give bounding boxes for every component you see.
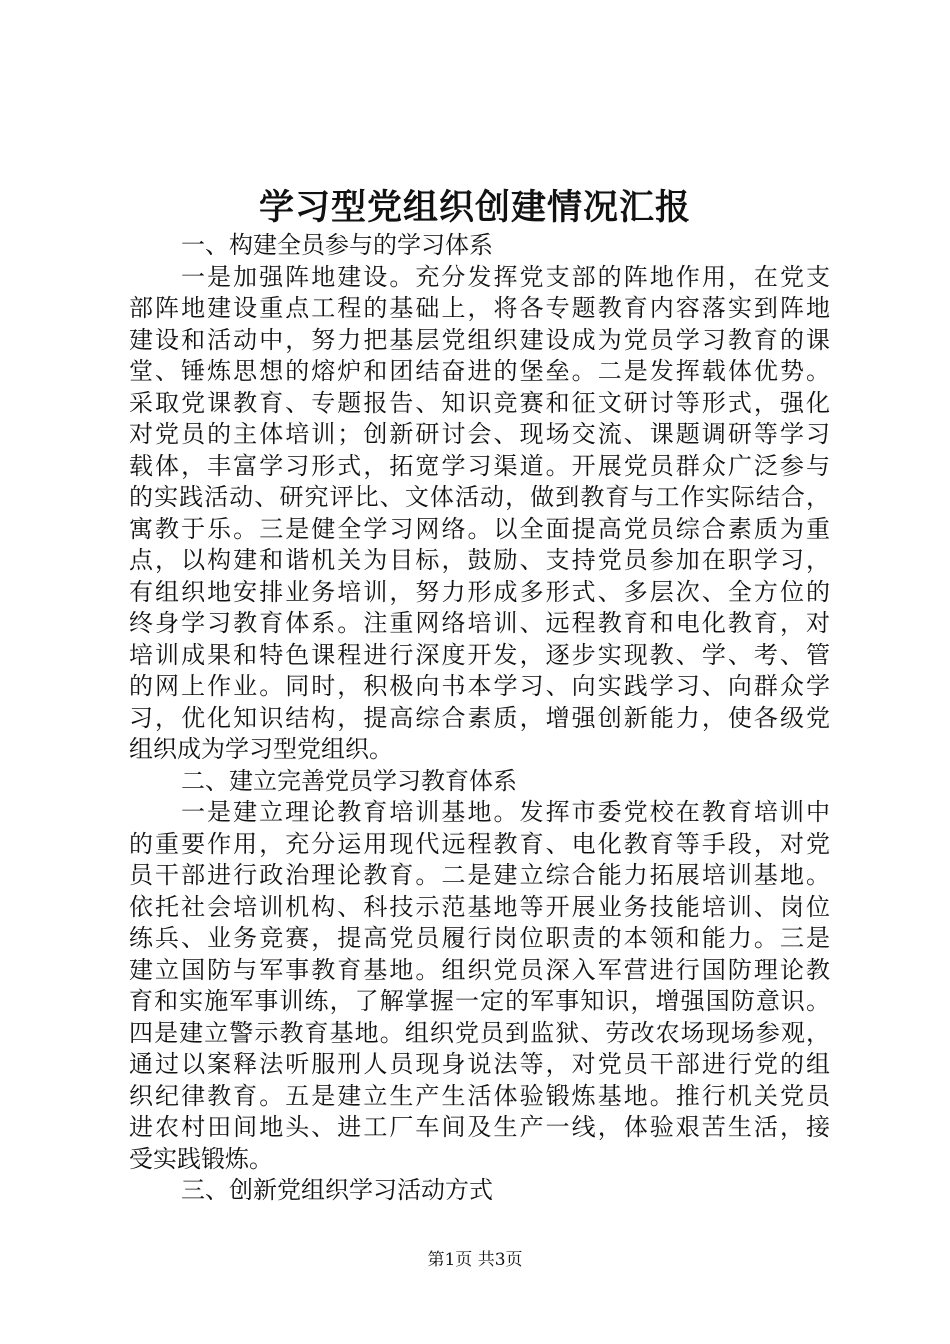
text-line: 培训成果和特色课程进行深度开发，逐步实现教、学、考、管 [129,640,830,669]
section-heading-1: 一、构建全员参与的学习体系 [181,231,493,259]
text-line: 点，以构建和谐机关为目标，鼓励、支持党员参加在职学习， [129,546,830,574]
text-line: 堂、锤炼思想的熔炉和团结奋进的堡垒。二是发挥载体优势。 [129,357,830,385]
document-body [129,230,830,1207]
text-line: 织纪律教育。五是建立生产生活体验锻炼基地。推行机关党员 [129,1081,830,1110]
text-line: 载体，丰富学习形式，拓宽学习渠道。开展党员群众广泛参与 [129,451,830,480]
text-line: 员干部进行政治理论教育。二是建立综合能力拓展培训基地。 [129,861,830,889]
text-line: 依托社会培训机构、科技示范基地等开展业务技能培训、岗位 [129,892,830,921]
text-line: 受实践锻炼。 [129,1144,273,1173]
text-line: 有组织地安排业务培训，努力形成多形式、多层次、全方位的 [129,577,830,606]
section-heading-2: 二、建立完善党员学习教育体系 [181,766,517,795]
text-line: 建立国防与军事教育基地。组织党员深入军营进行国防理论教 [129,955,830,984]
text-line: 建设和活动中，努力把基层党组织建设成为党员学习教育的课 [129,325,830,354]
text-line: 习，优化知识结构，提高综合素质，增强创新能力，使各级党 [129,703,830,732]
text-line: 部阵地建设重点工程的基础上，将各专题教育内容落实到阵地 [129,294,830,322]
text-line: 进农村田间地头、进工厂车间及生产一线，体验艰苦生活，接 [129,1113,830,1141]
text-line: 的实践活动、研究评比、文体活动，做到教育与工作实际结合， [129,483,830,511]
text-line: 组织成为学习型党组织。 [129,735,393,763]
page-title: 学习型党组织创建情况汇报 [258,187,691,228]
text-line: 一是加强阵地建设。充分发挥党支部的阵地作用，在党支 [181,262,830,291]
text-line: 四是建立警示教育基地。组织党员到监狱、劳改农场现场参观， [129,1018,830,1047]
text-line: 育和实施军事训练，了解掌握一定的军事知识，增强国防意识。 [129,987,830,1015]
section-heading-3: 三、创新党组织学习活动方式 [181,1176,493,1204]
text-line: 的网上作业。同时，积极向书本学习、向实践学习、向群众学 [129,672,830,700]
text-line: 对党员的主体培训；创新研讨会、现场交流、课题调研等学习 [129,420,830,448]
text-line: 的重要作用，充分运用现代远程教育、电化教育等手段，对党 [129,829,830,858]
text-line: 一是建立理论教育培训基地。发挥市委党校在教育培训中 [181,798,830,826]
text-line: 采取党课教育、专题报告、知识竞赛和征文研讨等形式，强化 [129,388,830,417]
text-line: 寓教于乐。三是健全学习网络。以全面提高党员综合素质为重 [129,514,830,543]
text-line: 终身学习教育体系。注重网络培训、远程教育和电化教育，对 [129,609,830,637]
page-footer: 第1页 共3页 [427,1250,523,1270]
text-line: 练兵、业务竞赛，提高党员履行岗位职责的本领和能力。三是 [129,924,830,952]
text-line: 通过以案释法听服刑人员现身说法等，对党员干部进行党的组 [129,1050,830,1078]
